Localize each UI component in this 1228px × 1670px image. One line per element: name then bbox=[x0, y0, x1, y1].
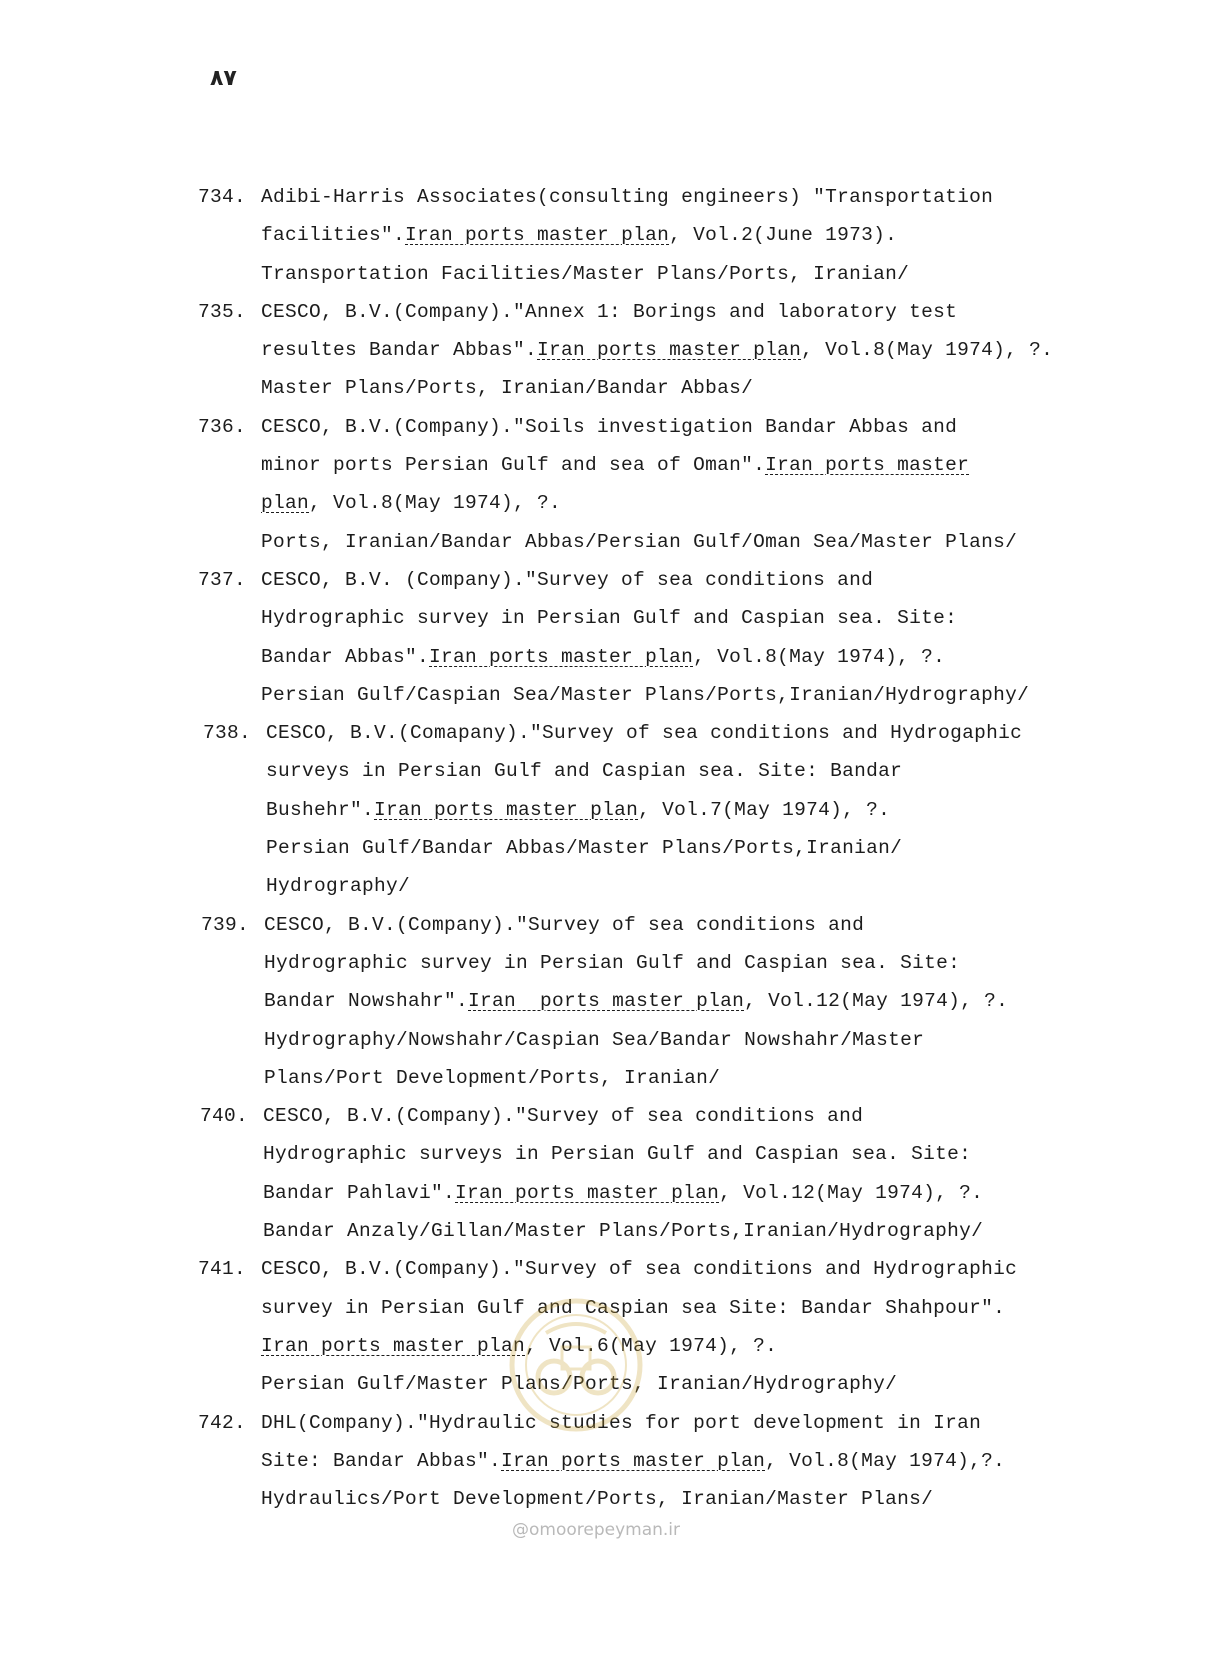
entry-subjects-cont: Plans/Port Development/Ports, Iranian/ bbox=[264, 1066, 721, 1089]
entry-number: 741. bbox=[198, 1258, 247, 1281]
entry-author-title: CESCO, B.V.(Company)."Survey of sea conditions and bbox=[263, 1105, 864, 1128]
entry-volume: , Vol.12(May 1974), ?. bbox=[719, 1181, 984, 1204]
entry-title-cont: Hydrographic surveys in Persian Gulf and Caspian sea. Site: bbox=[263, 1143, 972, 1166]
entry-series-title: Iran ports master plan bbox=[455, 1181, 720, 1204]
entry-title-cont: surveys in Persian Gulf and Caspian sea. Site: Bandar bbox=[266, 760, 903, 783]
bibliography-list bbox=[198, 178, 1198, 1518]
entry-volume: , Vol.8(May 1974),?. bbox=[765, 1449, 1006, 1472]
entry-author-title: CESCO, B.V.(Company)."Survey of sea conditions and bbox=[264, 913, 865, 936]
entry-source-line-cont bbox=[261, 484, 1198, 522]
entry-series-title: Iran ports master plan bbox=[261, 1334, 526, 1357]
bibliography-entry-737 bbox=[198, 561, 1198, 714]
entry-author-title: CESCO, B.V.(Company)."Soils investigation Bandar Abbas and bbox=[261, 415, 958, 438]
entry-series-title: Iran ports master plan bbox=[501, 1449, 766, 1472]
entry-text: Site: Bandar Abbas". bbox=[261, 1449, 502, 1472]
entry-series-title: Iran ports master bbox=[765, 454, 970, 477]
entry-series-title: Iran ports master plan bbox=[405, 224, 670, 247]
entry-subjects: Transportation Facilities/Master Plans/Ports, Iranian/ bbox=[261, 262, 910, 285]
entry-volume: , Vol.7(May 1974), ?. bbox=[638, 798, 891, 821]
entry-author-title: Adibi-Harris Associates(consulting engineers) "Transportation bbox=[261, 186, 994, 208]
entry-author-title: DHL(Company)."Hydraulic studies for port development in Iran bbox=[261, 1411, 982, 1434]
entry-subjects: Master Plans/Ports, Iranian/Bandar Abbas/ bbox=[261, 377, 754, 400]
entry-number: 742. bbox=[198, 1411, 247, 1434]
entry-text: minor ports Persian Gulf and sea of Oman". bbox=[261, 454, 766, 477]
bibliography-entry-736 bbox=[198, 408, 1198, 561]
entry-volume: , Vol.8(May 1974), ?. bbox=[801, 339, 1054, 362]
entry-number: 740. bbox=[200, 1105, 249, 1128]
entry-author-title: CESCO, B.V.(Comapany)."Survey of sea conditions and Hydrogaphic bbox=[266, 722, 1023, 745]
entry-volume: , Vol.8(May 1974), ?. bbox=[693, 645, 946, 668]
entry-source-line bbox=[261, 331, 1198, 369]
entry-source-line bbox=[261, 446, 1198, 484]
entry-title-cont: survey in Persian Gulf and Caspian sea Site: Bandar Shahpour". bbox=[261, 1296, 1006, 1319]
bibliography-entry-734 bbox=[198, 178, 1198, 293]
bibliography-entry-741 bbox=[198, 1250, 1198, 1403]
entry-series-title: Iran ports master plan bbox=[374, 798, 639, 821]
entry-series-title: Iran ports master plan bbox=[429, 645, 694, 668]
entry-series-title: Iran ports master plan bbox=[468, 990, 745, 1013]
entry-volume: , Vol.2(June 1973). bbox=[669, 224, 898, 247]
entry-source-line bbox=[264, 982, 1198, 1020]
entry-subjects: Hydraulics/Port Development/Ports, Iranian/Master Plans/ bbox=[261, 1488, 934, 1511]
entry-number: 738. bbox=[203, 722, 252, 745]
entry-subjects: Persian Gulf/Master Plans/Ports, Iranian/Hydrography/ bbox=[261, 1373, 898, 1396]
watermark-url: @omoorepeyman.ir bbox=[512, 1520, 681, 1540]
bibliography-entry-742 bbox=[198, 1404, 1198, 1519]
entry-source-line bbox=[263, 1174, 1198, 1212]
entry-author-title: CESCO, B.V. (Company)."Survey of sea conditions and bbox=[261, 568, 874, 591]
entry-number: 739. bbox=[201, 913, 250, 936]
entry-title-cont: Hydrographic survey in Persian Gulf and Caspian sea. Site: bbox=[264, 951, 961, 974]
entry-source-line bbox=[261, 216, 1198, 254]
entry-source-line bbox=[261, 1327, 1198, 1365]
page-number: ۸۷ bbox=[210, 66, 237, 91]
entry-text: Bushehr". bbox=[266, 798, 375, 821]
entry-volume: , Vol.6(May 1974), ?. bbox=[525, 1334, 778, 1357]
entry-number: 735. bbox=[198, 300, 247, 323]
entry-volume: , Vol.12(May 1974), ?. bbox=[744, 990, 1009, 1013]
entry-subjects: Persian Gulf/Bandar Abbas/Master Plans/Ports,Iranian/ bbox=[266, 837, 903, 860]
entry-author-title: CESCO, B.V.(Company)."Survey of sea conditions and Hydrographic bbox=[261, 1258, 1018, 1281]
entry-number: 737. bbox=[198, 568, 247, 591]
entry-text: Bandar Nowshahr". bbox=[264, 990, 469, 1013]
entry-source-line bbox=[261, 638, 1198, 676]
bibliography-entry-738 bbox=[203, 714, 1198, 905]
entry-subjects-cont: Hydrography/ bbox=[266, 875, 411, 898]
entry-number: 736. bbox=[198, 415, 247, 438]
entry-author-title: CESCO, B.V.(Company)."Annex 1: Borings and laboratory test bbox=[261, 300, 958, 323]
entry-subjects: Hydrography/Nowshahr/Caspian Sea/Bandar Nowshahr/Master bbox=[264, 1028, 925, 1051]
entry-text: resultes Bandar Abbas". bbox=[261, 339, 538, 362]
entry-subjects: Ports, Iranian/Bandar Abbas/Persian Gulf/Oman Sea/Master Plans/ bbox=[261, 530, 1018, 553]
entry-subjects: Bandar Anzaly/Gillan/Master Plans/Ports,Iranian/Hydrography/ bbox=[263, 1220, 984, 1243]
entry-subjects: Persian Gulf/Caspian Sea/Master Plans/Ports,Iranian/Hydrography/ bbox=[261, 683, 1030, 706]
entry-number: 734. bbox=[198, 186, 247, 208]
entry-text: Bandar Pahlavi". bbox=[263, 1181, 456, 1204]
entry-series-title: plan bbox=[261, 492, 310, 515]
entry-text: facilities". bbox=[261, 224, 406, 247]
entry-series-title: Iran ports master plan bbox=[537, 339, 802, 362]
bibliography-entry-739 bbox=[201, 906, 1198, 1097]
bibliography-entry-735 bbox=[198, 293, 1198, 408]
entry-source-line bbox=[266, 791, 1198, 829]
entry-title-cont: Hydrographic survey in Persian Gulf and Caspian sea. Site: bbox=[261, 607, 958, 630]
entry-volume: , Vol.8(May 1974), ?. bbox=[309, 492, 562, 515]
entry-text: Bandar Abbas". bbox=[261, 645, 430, 668]
entry-source-line bbox=[261, 1442, 1198, 1480]
bibliography-entry-740 bbox=[200, 1097, 1198, 1250]
